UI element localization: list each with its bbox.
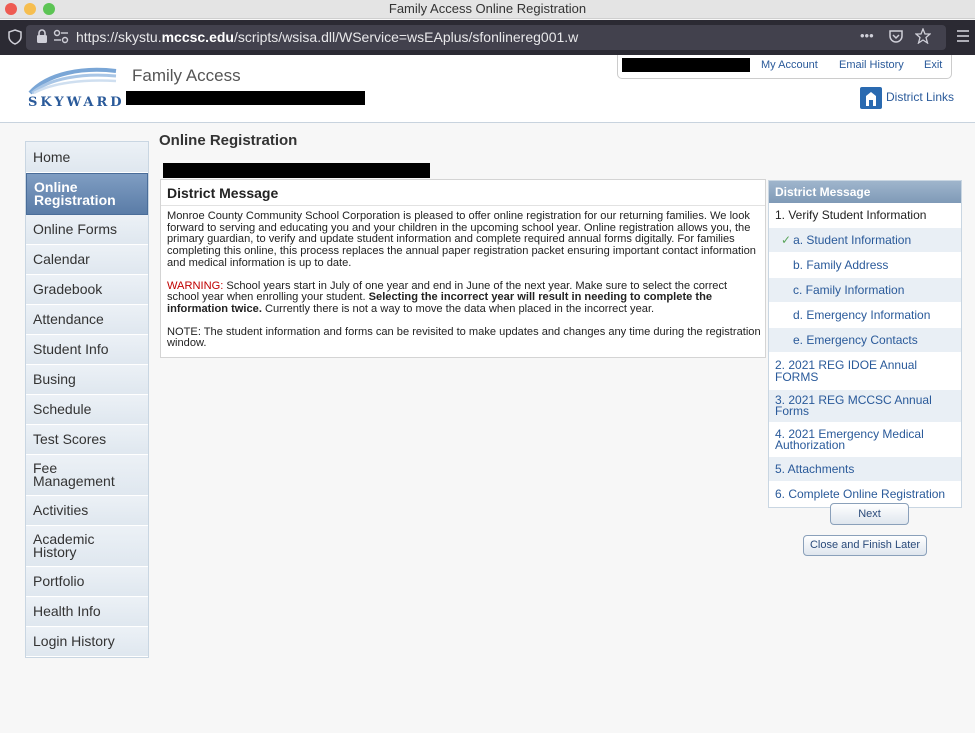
close-and-finish-later-button[interactable]: Close and Finish Later [803, 535, 927, 556]
step-verify-student-information[interactable]: 1. Verify Student Information [769, 203, 961, 228]
step-emergency-contacts[interactable]: e. Emergency Contacts [769, 328, 961, 353]
sidebar-item-online-registration[interactable]: Online Registration [26, 173, 148, 215]
step-family-information[interactable]: c. Family Information [769, 278, 961, 303]
note-paragraph: NOTE: The student information and forms can be revisited to make updates and changes any time during the registration window. [167, 325, 761, 350]
more-actions-icon[interactable]: ••• [860, 28, 874, 43]
window-titlebar [0, 0, 975, 19]
step-student-information[interactable]: ✓ a. Student Information [769, 228, 961, 253]
window-title: Family Access Online Registration [388, 1, 587, 16]
sidebar-item-home[interactable]: Home [26, 142, 148, 173]
warning-paragraph: WARNING: School years start in July of one year and end in June of the next year. Make sure to select the correct school year when enrolling your student. Selecting the incorrect year will result in needing to complete the information twice. Currently there is not a way to move the data when placed in the incorrect year. [167, 279, 728, 315]
my-account-link[interactable]: My Account [761, 59, 818, 71]
page-header [0, 55, 975, 123]
step-mccsc-annual-forms[interactable]: 3. 2021 REG MCCSC Annual Forms [769, 390, 961, 423]
page-title: Online Registration [159, 132, 298, 149]
skyward-logo [28, 65, 125, 113]
email-history-link[interactable]: Email History [839, 59, 904, 71]
sidebar-item-attendance[interactable]: Attendance [26, 305, 148, 335]
step-attachments[interactable]: 5. Attachments [769, 457, 961, 482]
menu-icon[interactable] [956, 29, 970, 46]
warning-label: WARNING: [167, 279, 224, 292]
sidebar-item-health-info[interactable]: Health Info [26, 597, 148, 627]
registration-steps-panel [768, 180, 962, 508]
district-links[interactable] [860, 87, 954, 109]
account-links [617, 55, 952, 79]
sidebar-item-student-info[interactable]: Student Info [26, 335, 148, 365]
logo-wordmark: SKYWARD [28, 95, 125, 110]
step-family-address[interactable]: b. Family Address [769, 253, 961, 278]
sidebar-item-calendar[interactable]: Calendar [26, 245, 148, 275]
sidebar-item-schedule[interactable]: Schedule [26, 395, 148, 425]
maximize-window-button[interactable] [43, 3, 55, 15]
district-message-heading: District Message [167, 185, 279, 201]
redacted-user-name [126, 91, 365, 105]
sidebar-item-academic-history[interactable]: Academic History [26, 526, 148, 567]
message-paragraph: Monroe County Community School Corporation is pleased to offer online registration for our returning families. We look forward to serving and educating you and your children in the upcoming school year. Online registration allows you, the primary guardian, to verify and update student information and complete required annual forms digitally. For families completing this online, this process replaces the annual paper registration packet ensuring important contact information and medical information is up to date. [167, 210, 756, 269]
sidebar-item-busing[interactable]: Busing [26, 365, 148, 395]
step-emergency-medical-authorization[interactable]: 4. 2021 Emergency Medical Authorization [769, 423, 961, 457]
minimize-window-button[interactable] [24, 3, 36, 15]
sidebar-item-activities[interactable]: Activities [26, 496, 148, 526]
close-window-button[interactable] [5, 3, 17, 15]
sidebar-item-online-forms[interactable]: Online Forms [26, 215, 148, 245]
step-idoe-annual-forms[interactable]: 2. 2021 REG IDOE Annual FORMS [769, 353, 961, 390]
lock-icon[interactable] [36, 29, 48, 47]
step-complete-online-registration[interactable]: 6. Complete Online Registration [769, 482, 961, 507]
sidebar-item-fee-management[interactable]: Fee Management [26, 455, 148, 496]
shield-icon[interactable] [8, 29, 22, 48]
sidebar-item-gradebook[interactable]: Gradebook [26, 275, 148, 305]
step-emergency-information[interactable]: d. Emergency Information [769, 303, 961, 328]
exit-link[interactable]: Exit [924, 59, 943, 71]
district-links-label: District Links [886, 90, 955, 105]
steps-header[interactable]: District Message [769, 181, 961, 203]
divider [161, 205, 765, 206]
district-message-box [160, 179, 766, 358]
redacted-student-name [163, 163, 430, 178]
address-bar[interactable] [26, 25, 946, 50]
checkmark-icon: ✓ [781, 233, 792, 247]
sidebar-nav [25, 141, 149, 658]
pocket-icon[interactable] [888, 29, 904, 47]
district-building-icon [860, 87, 882, 109]
next-button[interactable]: Next [830, 503, 909, 525]
sidebar-item-portfolio[interactable]: Portfolio [26, 567, 148, 597]
permissions-icon[interactable] [53, 29, 69, 47]
sidebar-item-login-history[interactable]: Login History [26, 627, 148, 657]
bookmark-star-icon[interactable] [915, 28, 931, 47]
url-text[interactable]: https://skystu.mccsc.edu/scripts/wsisa.dll/WService=wsEAplus/sfonlinereg001.w [76, 29, 579, 45]
app-title: Family Access [132, 66, 241, 85]
redacted-user-label [622, 58, 750, 72]
browser-toolbar [0, 20, 975, 55]
sidebar-item-test-scores[interactable]: Test Scores [26, 425, 148, 455]
district-message-body [167, 211, 761, 361]
